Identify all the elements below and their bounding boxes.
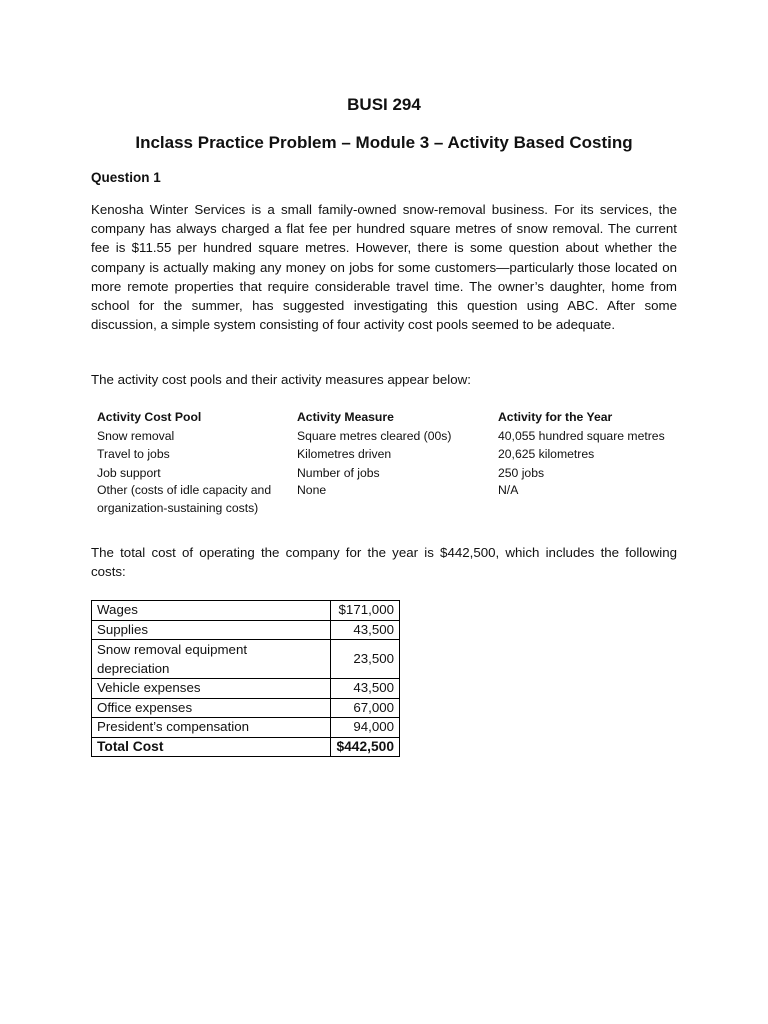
pool-activity: 20,625 kilometres	[498, 447, 595, 461]
total-amount: $442,500	[331, 737, 400, 757]
pool-measure: Number of jobs	[297, 465, 380, 480]
table-row	[92, 620, 400, 640]
pool-activity: N/A	[498, 483, 519, 497]
pool-activity: 40,055 hundred square metres	[498, 428, 665, 443]
pools-row	[97, 445, 688, 464]
pool-name	[97, 482, 297, 517]
table-row	[92, 698, 400, 718]
cost-label: Supplies	[92, 620, 331, 640]
pool-measure: None	[297, 483, 327, 497]
pools-row	[97, 464, 688, 483]
pool-activity: 250 jobs	[498, 465, 545, 480]
table-row	[92, 679, 400, 699]
table-row	[92, 601, 400, 621]
cost-label: President’s compensation	[92, 718, 331, 738]
cost-label: Wages	[92, 601, 331, 621]
cost-label-line-1: Snow removal equipment	[97, 642, 248, 657]
pool-name: Snow removal	[97, 428, 175, 443]
total-label: Total Cost	[92, 737, 331, 757]
cost-amount: 94,000	[331, 718, 400, 738]
table-row	[92, 640, 400, 679]
costs-table	[91, 600, 400, 757]
question-paragraph-3: The total cost of operating the company for the year is $442,500, which includes the following costs:	[91, 545, 677, 580]
pools-header-pool: Activity Cost Pool	[97, 410, 202, 424]
pools-header-row	[97, 408, 688, 427]
pools-header-activity: Activity for the Year	[498, 410, 613, 424]
cost-label: Office expenses	[92, 698, 331, 718]
question-paragraph-2: The activity cost pools and their activity measures appear below:	[91, 372, 471, 387]
pool-name-line-2: organization-sustaining costs)	[97, 500, 259, 515]
pools-row	[97, 482, 688, 517]
cost-amount: $171,000	[331, 601, 400, 621]
pool-name-line-1: Other (costs of idle capacity and	[97, 483, 272, 497]
cost-amount: 67,000	[331, 698, 400, 718]
cost-label	[92, 640, 331, 679]
cost-amount: 43,500	[331, 679, 400, 699]
document-title: Inclass Practice Problem – Module 3 – Activity Based Costing	[135, 133, 633, 152]
total-row	[92, 737, 400, 757]
pool-name: Travel to jobs	[97, 447, 170, 461]
pool-measure: Kilometres driven	[297, 447, 392, 461]
cost-amount: 43,500	[331, 620, 400, 640]
table-row	[92, 718, 400, 738]
pools-row	[97, 427, 688, 446]
course-code: BUSI 294	[347, 95, 421, 114]
question-label: Question 1	[91, 170, 161, 185]
cost-amount: 23,500	[331, 640, 400, 679]
cost-label: Vehicle expenses	[92, 679, 331, 699]
pool-name: Job support	[97, 465, 161, 480]
question-paragraph-1: Kenosha Winter Services is a small family-owned snow-removal business. For its services, the company has always charged a flat fee per hundred square metres of snow removal. The current fee is $11.55 per hundred square metres. However, there is some question about whether the company is actually making any money on jobs for some customers—particularly those located on more remote properties that require considerable travel time. The owner’s daughter, home from school for the summer, has suggested investigating this question using ABC. After some discussion, a simple system consisting of four activity cost pools seemed to be adequate.	[91, 202, 677, 333]
activity-cost-pools-table	[97, 408, 688, 517]
pools-header-measure: Activity Measure	[297, 410, 394, 424]
cost-label-line-2: depreciation	[97, 661, 170, 676]
pool-measure: Square metres cleared (00s)	[297, 428, 452, 443]
